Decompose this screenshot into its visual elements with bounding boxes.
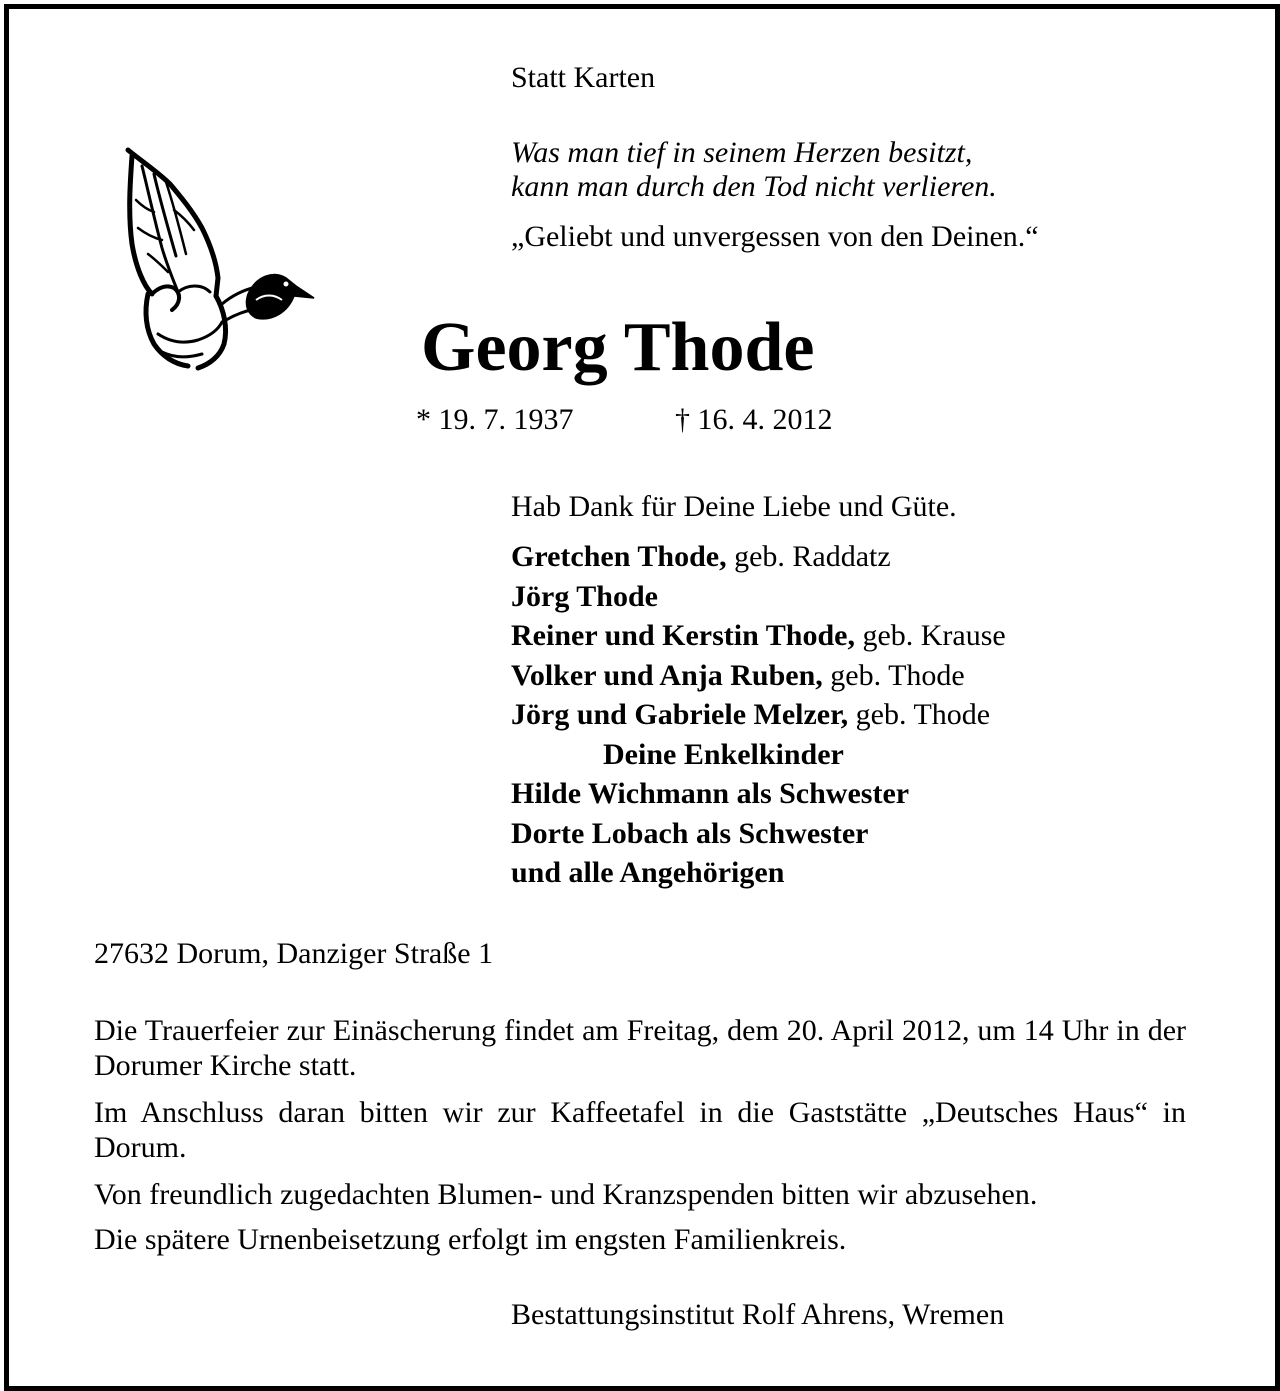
family-member-note: geb. Thode	[848, 698, 991, 731]
flowers-notice: Von freundlich zugedachten Blumen- und Kranzspenden bitten wir abzusehen.	[94, 1178, 1038, 1211]
address: 27632 Dorum, Danziger Straße 1	[94, 937, 494, 970]
reception-notice: Im Anschluss daran bitten wir zur Kaffeetafel in die Gaststätte „Deutsches Haus“ in Dorum.	[94, 1096, 1186, 1164]
family-member	[511, 537, 1006, 577]
family-member-name: Gretchen Thode,	[511, 540, 727, 573]
family-member	[511, 616, 1006, 656]
family-member-name: Jörg Thode	[511, 579, 658, 613]
quote-line-1: Was man tief in seinem Herzen besitzt,	[511, 136, 973, 169]
quote-line-2: kann man durch den Tod nicht verlieren.	[511, 170, 997, 203]
family-member	[511, 695, 1006, 735]
family-member	[511, 577, 1006, 617]
family-member-note: geb. Raddatz	[726, 540, 891, 573]
family-member-name: Dorte Lobach als Schwester	[511, 816, 869, 850]
thanks-line: Hab Dank für Deine Liebe und Güte.	[511, 490, 957, 523]
family-member-name: Reiner und Kerstin Thode,	[511, 619, 855, 652]
motto: „Geliebt und unvergessen von den Deinen.“	[511, 220, 1039, 253]
family-member-name: Volker und Anja Ruben,	[511, 658, 823, 692]
praying-hands-icon	[118, 144, 318, 376]
family-list	[511, 537, 1006, 893]
statt-karten: Statt Karten	[511, 61, 656, 94]
family-member	[511, 735, 1006, 775]
family-member-note: geb. Thode	[822, 658, 965, 692]
birth-date: * 19. 7. 1937	[416, 403, 574, 436]
ceremony-notice: Die Trauerfeier zur Einäscherung findet am Freitag, dem 20. April 2012, um 14 Uhr in der Dorumer Kirche statt.	[94, 1014, 1186, 1082]
undertaker: Bestattungsinstitut Rolf Ahrens, Wremen	[511, 1298, 1005, 1331]
family-member	[511, 814, 1006, 854]
deceased-name: Georg Thode	[421, 309, 815, 386]
family-member-name: Hilde Wichmann als Schwester	[511, 777, 910, 810]
family-member	[511, 774, 1006, 814]
family-member	[511, 656, 1006, 696]
family-member-note: geb. Krause	[854, 619, 1006, 652]
burial-notice: Die spätere Urnenbeisetzung erfolgt im engsten Familienkreis.	[94, 1223, 847, 1256]
death-date: † 16. 4. 2012	[675, 403, 833, 436]
family-member	[511, 853, 1006, 893]
family-member-name: und alle Angehörigen	[511, 856, 785, 889]
family-member-name: Jörg und Gabriele Melzer,	[511, 698, 849, 731]
family-member-name: Deine Enkelkinder	[603, 737, 844, 771]
